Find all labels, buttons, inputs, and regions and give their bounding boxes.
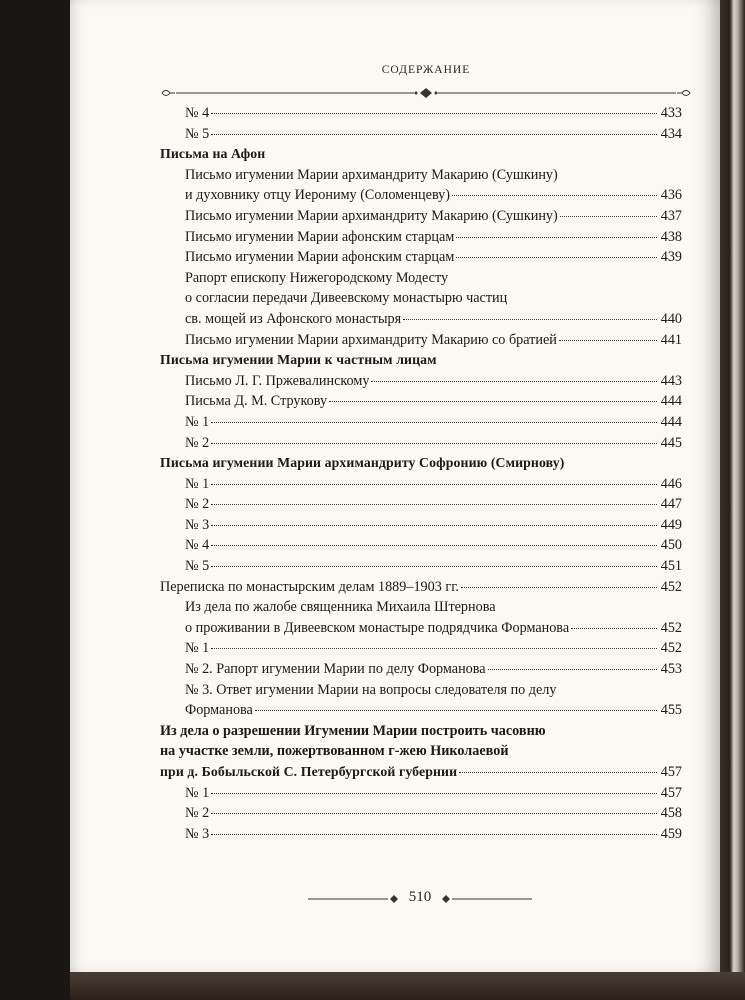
toc-entry-title: № 2 <box>185 805 210 822</box>
toc-entry <box>160 494 682 515</box>
dot-leader <box>211 524 657 526</box>
toc-page-number: 438 <box>660 228 682 245</box>
toc-section-entry <box>160 577 682 598</box>
dot-leader <box>211 792 657 794</box>
book-spine <box>720 0 745 1000</box>
dot-leader <box>560 215 657 217</box>
toc-entry-line: Из дела о разрешении Игумении Марии построить часовню <box>160 722 546 739</box>
page-footer <box>300 884 540 914</box>
dot-leader <box>211 503 657 505</box>
running-header <box>148 62 704 102</box>
toc-entry-title: при д. Бобыльской С. Петербургской губернии <box>160 764 458 779</box>
toc-page-number: 452 <box>660 578 682 595</box>
toc-entry-title: Письмо игумении Марии афонским старцам <box>185 249 455 266</box>
toc-entry <box>160 371 682 392</box>
toc-entry-title: Письмо игумении Марии архимандриту Макарию (Сушкину) <box>185 207 558 224</box>
toc-entry-line: о согласии передачи Дивеевскому монастырю частиц <box>185 290 508 307</box>
toc-entry <box>160 206 682 227</box>
toc-entry <box>160 391 682 412</box>
dot-leader <box>452 194 657 196</box>
toc-entry-title: Переписка по монастырским делам 1889–1903 гг. <box>160 578 459 595</box>
toc-page-number: 459 <box>660 825 682 842</box>
toc-page-number: 452 <box>660 640 682 657</box>
toc-entry <box>160 124 682 145</box>
dot-leader <box>403 318 657 320</box>
table-of-contents <box>160 103 682 844</box>
toc-page-number: 447 <box>660 496 682 513</box>
ornamental-rule-icon <box>158 87 694 99</box>
dot-leader <box>456 236 657 238</box>
toc-entry <box>160 515 682 536</box>
toc-entry-title: № 5 <box>185 125 210 142</box>
dot-leader <box>559 339 657 341</box>
dot-leader <box>211 812 657 814</box>
toc-entry <box>160 803 682 824</box>
toc-page-number: 452 <box>660 619 682 636</box>
toc-entry-title: Письмо Л. Г. Пржевалинскому <box>185 372 370 389</box>
dot-leader <box>255 709 657 711</box>
toc-entry <box>160 783 682 804</box>
toc-page-number: 446 <box>660 475 682 492</box>
toc-entry <box>160 556 682 577</box>
dot-leader <box>571 627 657 629</box>
dot-leader <box>211 421 657 423</box>
toc-entry-title: № 3 <box>185 825 210 842</box>
toc-entry <box>160 824 682 845</box>
toc-entry-line: № 3. Ответ игумении Марии на вопросы следователя по делу <box>185 681 557 698</box>
toc-entry-title: Письма на Афон <box>160 146 266 162</box>
dot-leader <box>461 586 657 588</box>
toc-entry-title: № 4 <box>185 537 210 554</box>
toc-entry-title: № 3 <box>185 516 210 533</box>
toc-section-entry <box>160 453 682 474</box>
toc-entry <box>160 268 682 330</box>
toc-entry-title: Письма Д. М. Струкову <box>185 393 328 410</box>
toc-page-number: 444 <box>660 413 682 430</box>
dot-leader <box>211 647 657 649</box>
toc-entry <box>160 247 682 268</box>
dot-leader <box>211 544 657 546</box>
toc-page-number: 451 <box>660 558 682 575</box>
toc-entry-title: Письма игумении Марии архимандриту Софронию (Смирнову) <box>160 455 565 471</box>
toc-entry <box>160 535 682 556</box>
toc-section-entry <box>160 350 682 371</box>
toc-entry-title: № 1 <box>185 784 210 801</box>
dot-leader <box>211 112 657 114</box>
dot-leader <box>371 380 657 382</box>
toc-entry <box>160 433 682 454</box>
toc-entry-title: № 2 <box>185 434 210 451</box>
toc-page-number: 457 <box>660 764 682 780</box>
toc-entry <box>160 680 682 721</box>
dot-leader <box>211 565 657 567</box>
dot-leader <box>329 400 657 402</box>
toc-page-number: 440 <box>660 310 682 327</box>
book-bottom-edge <box>70 972 745 1000</box>
toc-page-number: 455 <box>660 702 682 719</box>
toc-entry-title: Письмо игумении Марии афонским старцам <box>185 228 455 245</box>
dot-leader <box>488 668 657 670</box>
toc-page-number: 439 <box>660 249 682 266</box>
toc-entry-title: Форманова <box>185 702 253 719</box>
toc-page-number: 450 <box>660 537 682 554</box>
toc-page-number: 441 <box>660 331 682 348</box>
toc-entry <box>160 474 682 495</box>
toc-entry <box>160 659 682 680</box>
toc-entry-title: № 2. Рапорт игумении Марии по делу Форманова <box>185 661 486 678</box>
toc-entry-line: Письмо игумении Марии архимандриту Макарию (Сушкину) <box>185 166 558 183</box>
toc-page-number: 445 <box>660 434 682 451</box>
toc-entry-title: № 1 <box>185 413 210 430</box>
toc-entry-title: № 1 <box>185 475 210 492</box>
dot-leader <box>211 483 657 485</box>
dot-leader <box>211 442 657 444</box>
toc-page-number: 457 <box>660 784 682 801</box>
toc-entry-line: Рапорт епископу Нижегородскому Модесту <box>185 269 449 286</box>
toc-entry <box>160 597 682 638</box>
toc-entry-title: № 2 <box>185 496 210 513</box>
toc-entry <box>160 227 682 248</box>
dot-leader <box>459 771 657 773</box>
toc-entry-title: о проживании в Дивеевском монастыре подрядчика Форманова <box>185 619 570 636</box>
dot-leader <box>211 833 657 835</box>
toc-entry-title: № 4 <box>185 105 210 121</box>
page-number: 510 <box>408 889 432 905</box>
toc-entry-title: св. мощей из Афонского монастыря <box>185 310 402 327</box>
toc-entry <box>160 638 682 659</box>
dot-leader <box>456 256 657 258</box>
dot-leader <box>211 133 657 135</box>
header-title: СОДЕРЖАНИЕ <box>381 64 471 76</box>
toc-page-number: 433 <box>660 105 682 121</box>
toc-page-number: 444 <box>660 393 682 410</box>
toc-page-number: 453 <box>660 661 682 678</box>
toc-entry-title: Письма игумении Марии к частным лицам <box>160 352 437 368</box>
toc-entry <box>160 103 682 124</box>
toc-page-number: 434 <box>660 125 682 142</box>
toc-page-number: 449 <box>660 516 682 533</box>
toc-entry-line: Из дела по жалобе священника Михаила Штернова <box>185 599 496 616</box>
toc-page-number: 443 <box>660 372 682 389</box>
toc-section-entry <box>160 721 682 783</box>
toc-entry <box>160 165 682 206</box>
toc-entry-title: Письмо игумении Марии архимандриту Макарию со братией <box>185 331 557 348</box>
toc-section-entry <box>160 144 682 165</box>
toc-page-number: 437 <box>660 207 682 224</box>
toc-entry <box>160 330 682 351</box>
toc-entry-title: № 5 <box>185 558 210 575</box>
toc-entry-title: и духовнику отцу Иерониму (Соломенцеву) <box>185 187 450 204</box>
toc-entry-line: на участке земли, пожертвованном г-жею Николаевой <box>160 743 509 760</box>
toc-entry-title: № 1 <box>185 640 210 657</box>
toc-page-number: 436 <box>660 187 682 204</box>
toc-entry <box>160 412 682 433</box>
toc-page-number: 458 <box>660 805 682 822</box>
